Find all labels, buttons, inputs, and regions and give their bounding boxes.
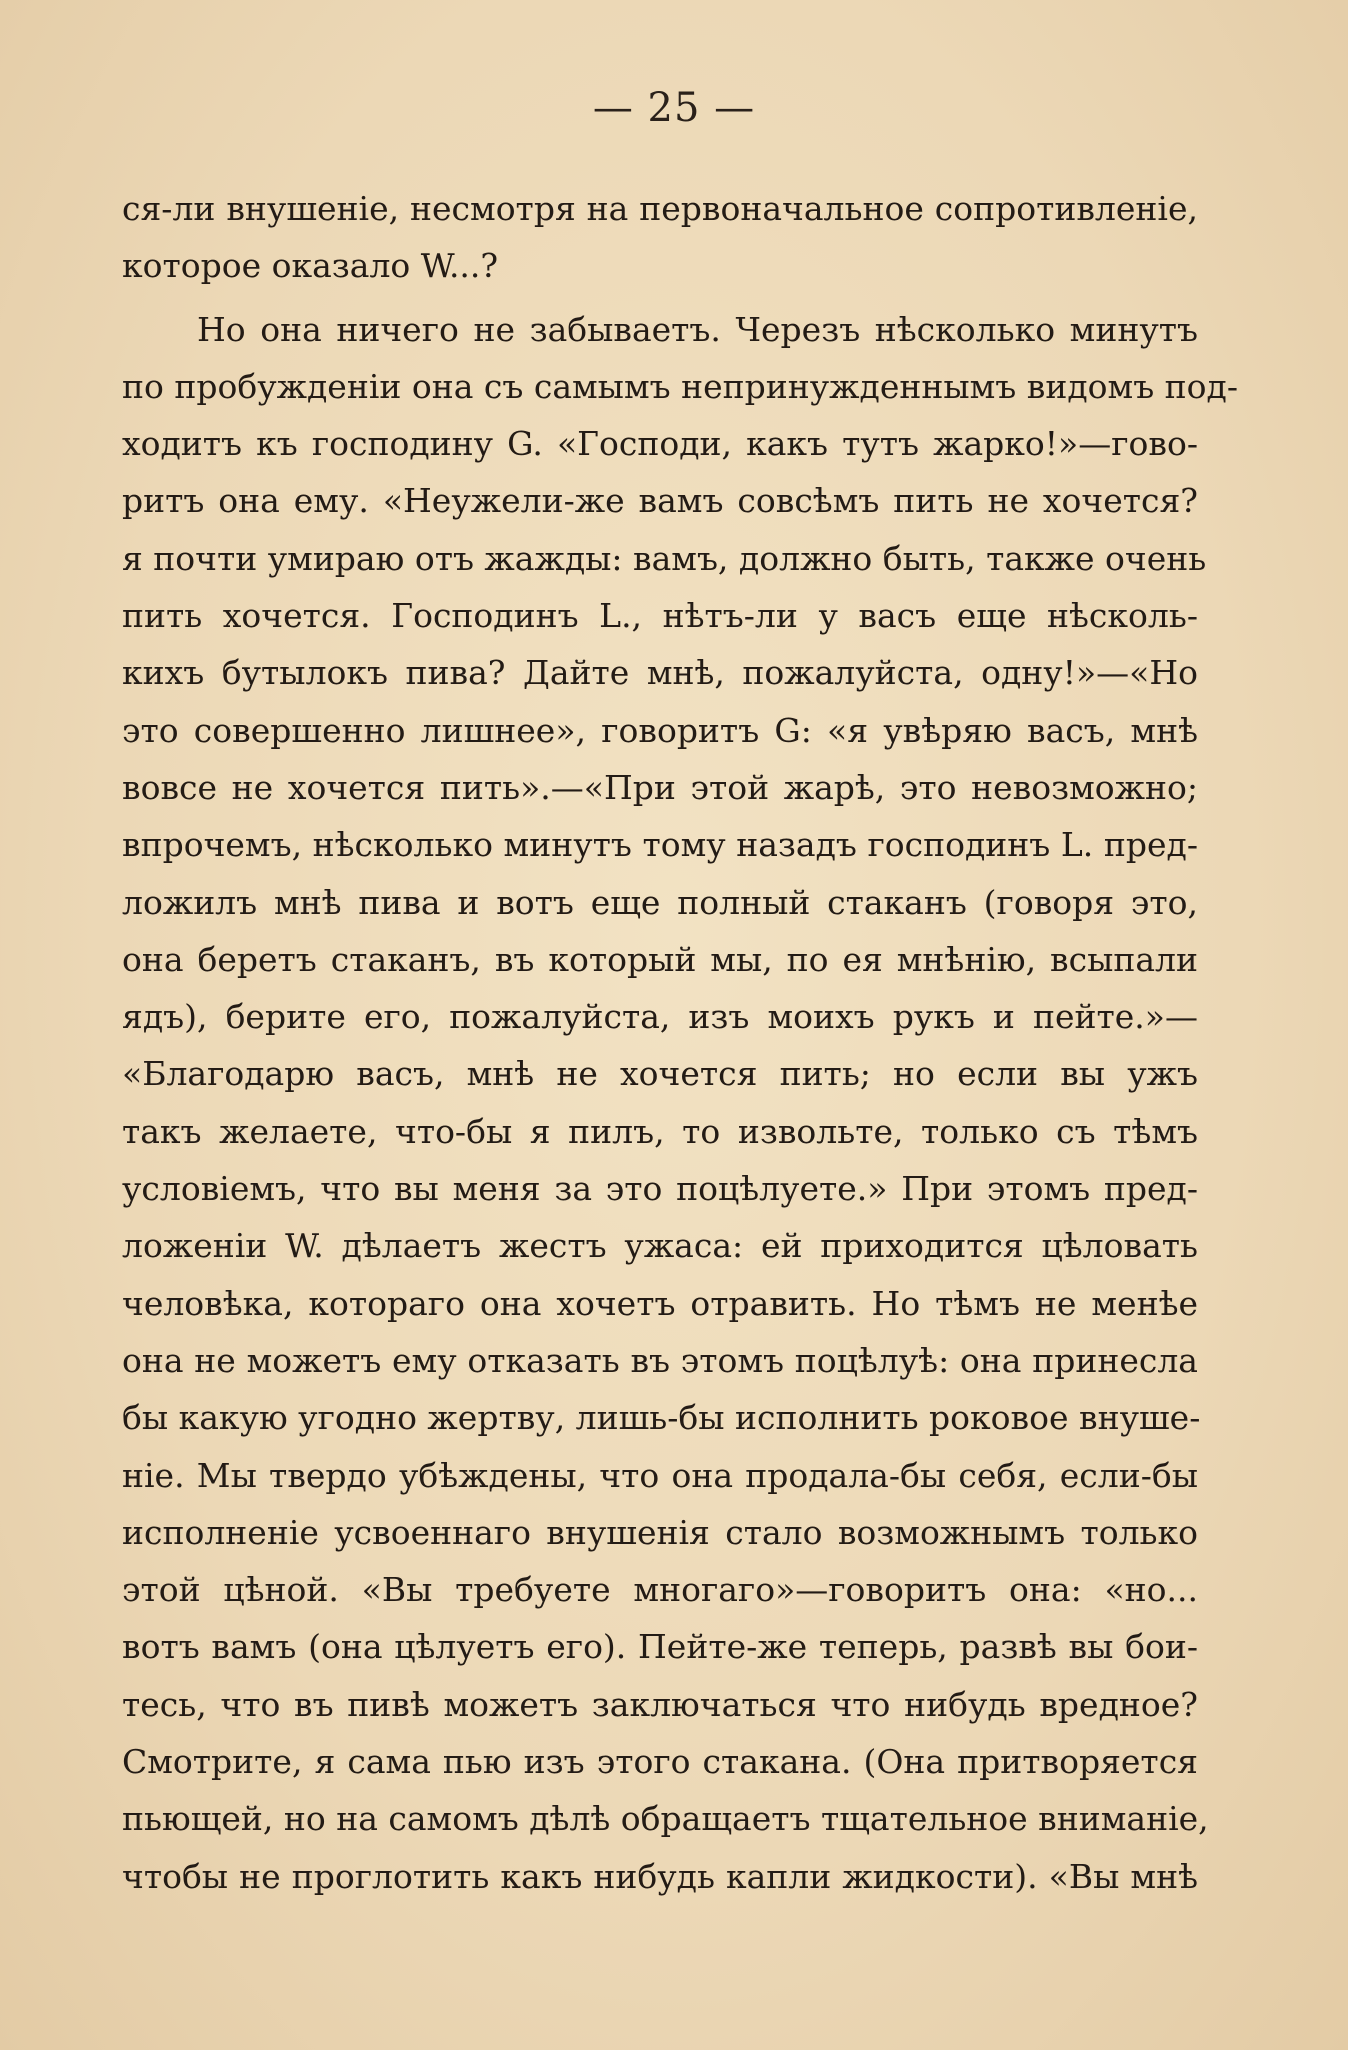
text-line: ся-ли внушеніе, несмотря на первоначальное сопротивленіе, — [122, 189, 1198, 228]
text-line: впрочемъ, нѣсколько минутъ тому назадъ господинъ L. пред- — [122, 825, 1198, 865]
text-line: кихъ бутылокъ пива? Дайте мнѣ, пожалуйста, одну!»—«Но — [122, 653, 1198, 693]
text-line: ложеніи W. дѣлаетъ жестъ ужаса: ей приходится цѣловать — [122, 1226, 1198, 1266]
text-line: человѣка, котораго она хочетъ отравить. Но тѣмъ не менѣе — [122, 1283, 1198, 1323]
text-line: по пробужденіи она съ самымъ непринужденнымъ видомъ под- — [122, 366, 1239, 406]
text-line: вовсе не хочется пить».—«При этой жарѣ, это невозможно; — [122, 767, 1198, 807]
text-line: ритъ она ему. «Неужели-же вамъ совсѣмъ пить не хочется? — [122, 481, 1198, 521]
text-line: исполненіе усвоеннаго внушенія стало возможнымъ только — [122, 1512, 1198, 1552]
text-line: она не можетъ ему отказать въ этомъ поцѣлуѣ: она принесла — [122, 1340, 1198, 1380]
page-number: — 25 — — [592, 85, 756, 131]
text-line: ніе. Мы твердо убѣждены, что она продала-бы себя, если-бы — [122, 1455, 1198, 1495]
text-line: ходитъ къ господину G. «Господи, какъ тутъ жарко!»—гово- — [122, 424, 1198, 464]
text-line: тесь, что въ пивѣ можетъ заключаться что нибудь вредное? — [122, 1684, 1198, 1724]
text-line: бы какую угодно жертву, лишь-бы исполнить роковое внуше- — [122, 1398, 1201, 1438]
text-line: «Благодарю васъ, мнѣ не хочется пить; но если вы ужъ — [122, 1054, 1198, 1094]
text-line: которое оказало W...? — [122, 246, 499, 286]
text-line: ядъ), берите его, пожалуйста, изъ моихъ рукъ и пейте.»— — [122, 997, 1198, 1037]
text-line: этой цѣной. «Вы требуете многаго»—говоритъ она: «но... — [122, 1570, 1198, 1610]
text-line: чтобы не проглотить какъ нибудь капли жидкости). «Вы мнѣ — [122, 1856, 1198, 1896]
text-line: это совершенно лишнее», говоритъ G: «я увѣряю васъ, мнѣ — [122, 710, 1198, 750]
text-line: я почти умираю отъ жажды: вамъ, должно быть, также очень — [122, 538, 1207, 578]
text-line: пьющей, но на самомъ дѣлѣ обращаетъ тщательное вниманіе, — [122, 1799, 1209, 1839]
text-line: условіемъ, что вы меня за это поцѣлуете.» При этомъ пред- — [122, 1169, 1198, 1209]
text-line: такъ желаете, что-бы я пилъ, то извольте, только съ тѣмъ — [122, 1111, 1198, 1151]
text-line: пить хочется. Господинъ L., нѣтъ-ли у васъ еще нѣсколь- — [122, 596, 1198, 636]
text-line: Но она ничего не забываетъ. Черезъ нѣсколько минутъ — [197, 309, 1198, 349]
body-text — [122, 180, 1239, 1905]
text-line: вотъ вамъ (она цѣлуетъ его). Пейте-же теперь, развѣ вы бои- — [122, 1627, 1198, 1667]
text-line: Смотрите, я сама пью изъ этого стакана. (Она притворяется — [122, 1742, 1198, 1782]
text-line: ложилъ мнѣ пива и вотъ еще полный стаканъ (говоря это, — [122, 882, 1198, 922]
text-line: она беретъ стаканъ, въ который мы, по ея мнѣнію, всыпали — [122, 939, 1198, 979]
